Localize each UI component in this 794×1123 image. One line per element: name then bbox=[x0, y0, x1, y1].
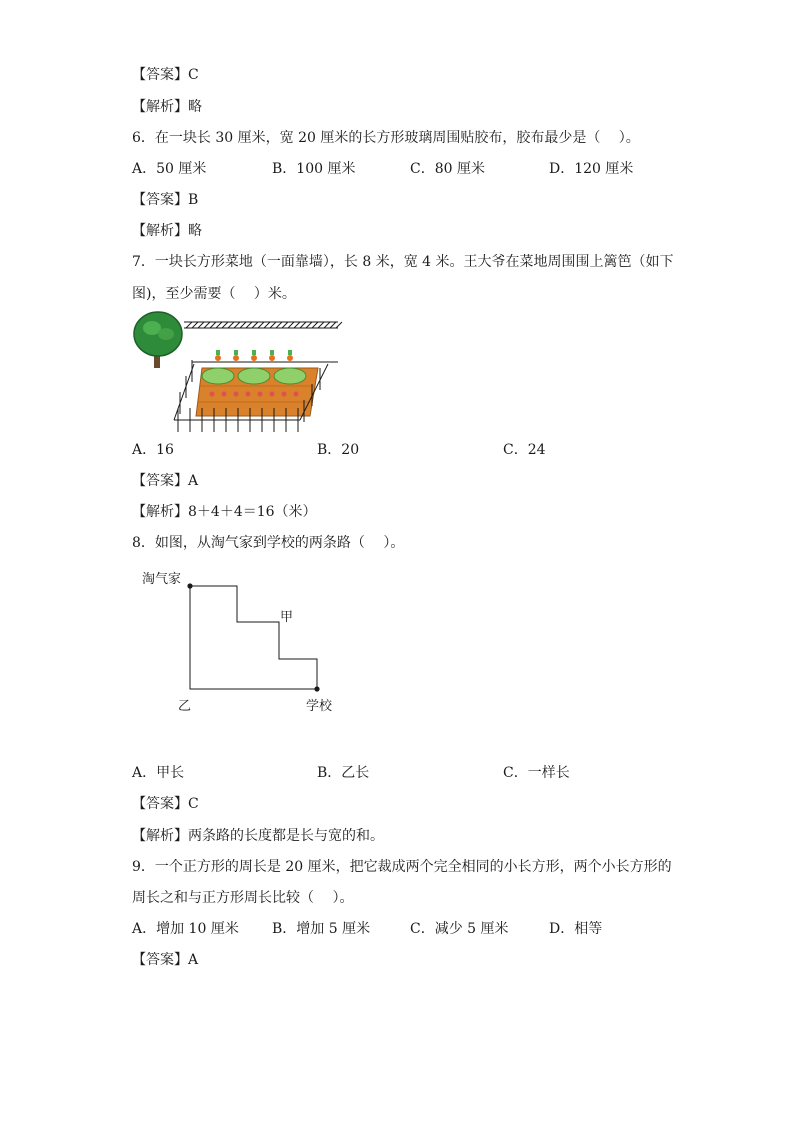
question-7-text-1: 7．一块长方形菜地（一面靠墙），长 8 米，宽 4 米。王大爷在菜地周围围上篱笆（如下 bbox=[132, 254, 674, 270]
option-a: A．50 厘米 bbox=[132, 161, 207, 177]
label-yi: 乙 bbox=[178, 699, 192, 714]
carrot-row bbox=[215, 350, 293, 361]
question-9-text-1: 9．一个正方形的周长是 20 厘米，把它裁成两个完全相同的小长方形，两个小长方形的 bbox=[132, 859, 672, 875]
option-b: B．增加 5 厘米 bbox=[272, 921, 371, 937]
cabbage-row bbox=[202, 368, 306, 384]
route-jia bbox=[190, 586, 317, 689]
question-6-text: 6．在一块长 30 厘米，宽 20 厘米的长方形玻璃周围贴胶布，胶布最少是（ ）。 bbox=[132, 130, 640, 146]
option-b: B．乙长 bbox=[317, 765, 370, 781]
wall bbox=[184, 322, 342, 328]
label-jia: 甲 bbox=[280, 610, 294, 625]
option-b: B．100 厘米 bbox=[272, 161, 356, 177]
option-d: D．相等 bbox=[549, 921, 603, 937]
question-9-options bbox=[132, 919, 692, 939]
home-point bbox=[187, 583, 192, 588]
answer-q6: 【答案】B bbox=[132, 192, 199, 208]
question-6-options bbox=[132, 159, 692, 179]
option-a: A．16 bbox=[132, 442, 174, 458]
option-c: C．80 厘米 bbox=[410, 161, 485, 177]
question-8-text: 8．如图，从淘气家到学校的两条路（ ）。 bbox=[132, 535, 405, 551]
option-c: C．24 bbox=[503, 442, 546, 458]
route-diagram bbox=[138, 565, 348, 717]
school-point bbox=[314, 686, 319, 691]
analysis-q5: 【解析】略 bbox=[132, 99, 202, 115]
label-home: 淘气家 bbox=[142, 572, 182, 587]
route-yi bbox=[190, 586, 317, 689]
analysis-q7: 【解析】8＋4＋4＝16（米） bbox=[132, 504, 317, 520]
option-b: B．20 bbox=[317, 442, 360, 458]
answer-q8: 【答案】C bbox=[132, 796, 199, 812]
label-school: 学校 bbox=[306, 699, 333, 714]
option-c: C．一样长 bbox=[503, 765, 570, 781]
question-7-options bbox=[132, 440, 692, 460]
analysis-q8: 【解析】两条路的长度都是长与宽的和。 bbox=[132, 828, 384, 844]
answer-q7: 【答案】A bbox=[132, 473, 199, 489]
analysis-q6: 【解析】略 bbox=[132, 223, 202, 239]
option-c: C．减少 5 厘米 bbox=[410, 921, 509, 937]
question-8-options bbox=[132, 763, 692, 783]
option-a: A．增加 10 厘米 bbox=[132, 921, 239, 937]
option-d: D．120 厘米 bbox=[549, 161, 634, 177]
tree-icon bbox=[134, 312, 182, 368]
question-9-text-2: 周长之和与正方形周长比较（ ）。 bbox=[132, 890, 354, 906]
answer-q5: 【答案】C bbox=[132, 67, 199, 83]
question-7-text-2: 图)，至少需要（ ）米。 bbox=[132, 286, 296, 302]
option-a: A．甲长 bbox=[132, 765, 185, 781]
answer-q9: 【答案】A bbox=[132, 952, 199, 968]
garden-fence-illustration bbox=[132, 308, 344, 438]
